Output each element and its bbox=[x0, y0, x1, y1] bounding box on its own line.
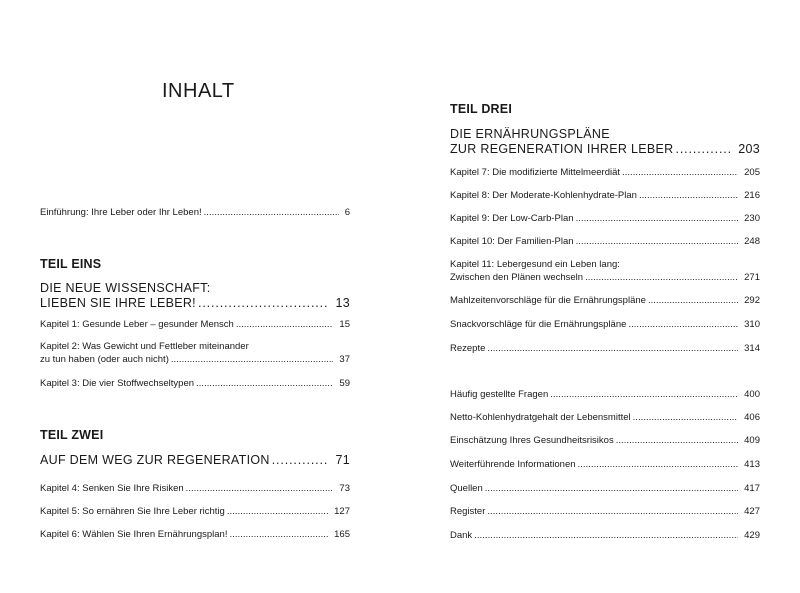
toc-entry-info[interactable] bbox=[450, 458, 760, 471]
toc-entry-ch2[interactable] bbox=[40, 340, 350, 366]
toc-entry-risk[interactable] bbox=[450, 434, 760, 447]
leader-dots bbox=[485, 342, 738, 355]
entry-label: Einführung: Ihre Leber oder Ihr Leben! bbox=[40, 207, 202, 218]
page-number: 203 bbox=[738, 142, 760, 156]
toc-entry-ch1[interactable] bbox=[40, 318, 350, 331]
leader-dots bbox=[583, 271, 738, 284]
toc-entry-ch9[interactable] bbox=[450, 212, 760, 225]
page-number: 310 bbox=[744, 319, 760, 330]
leader-dots bbox=[270, 453, 330, 468]
leader-dots bbox=[194, 377, 333, 390]
page-number: 13 bbox=[335, 296, 350, 310]
entry-label: Quellen bbox=[450, 483, 483, 494]
entry-label: Einschätzung Ihres Gesundheitsrisikos bbox=[450, 435, 614, 446]
toc-section-3[interactable] bbox=[450, 127, 760, 157]
toc-entry-recipes[interactable] bbox=[450, 342, 760, 355]
toc-entry-thanks[interactable] bbox=[450, 529, 760, 542]
leader-dots bbox=[196, 296, 330, 311]
toc-entry-ch6[interactable] bbox=[40, 528, 350, 541]
section-title-line: LIEBEN SIE IHRE LEBER! bbox=[40, 296, 196, 310]
page-number: 292 bbox=[744, 295, 760, 306]
entry-label: Weiterführende Informationen bbox=[450, 459, 576, 470]
section-title-line: ZUR REGENERATION IHRER LEBER bbox=[450, 142, 674, 156]
page-number: 15 bbox=[339, 319, 350, 330]
page-number: 413 bbox=[744, 459, 760, 470]
section-title-line: DIE ERNÄHRUNGSPLÄNE bbox=[450, 127, 610, 141]
toc-entry-carbs[interactable] bbox=[450, 411, 760, 424]
entry-label: Kapitel 6: Wählen Sie Ihren Ernährungsplan! bbox=[40, 529, 228, 540]
page-number: 271 bbox=[744, 272, 760, 283]
leader-dots bbox=[646, 294, 738, 307]
entry-label: Häufig gestellte Fragen bbox=[450, 389, 549, 400]
leader-dots bbox=[485, 505, 738, 518]
toc-entry-meals[interactable] bbox=[450, 294, 760, 307]
page-number: 73 bbox=[339, 483, 350, 494]
toc-section-1[interactable] bbox=[40, 281, 350, 311]
entry-label: Rezepte bbox=[450, 343, 486, 354]
leader-dots bbox=[614, 434, 738, 447]
entry-label: Kapitel 1: Gesunde Leber – gesunder Mensch bbox=[40, 319, 234, 330]
toc-entry-ch4[interactable] bbox=[40, 482, 350, 495]
entry-label-line: Kapitel 11: Lebergesund ein Leben lang: bbox=[450, 259, 620, 270]
toc-entry-intro[interactable] bbox=[40, 206, 350, 219]
leader-dots bbox=[472, 529, 738, 542]
toc-entry-ch8[interactable] bbox=[450, 189, 760, 202]
entry-label: Kapitel 3: Die vier Stoffwechseltypen bbox=[40, 378, 195, 389]
entry-label: Register bbox=[450, 506, 486, 517]
toc-entry-ch5[interactable] bbox=[40, 505, 350, 518]
page-number: 248 bbox=[744, 236, 760, 247]
entry-label: Kapitel 5: So ernähren Sie Ihre Leber richtig bbox=[40, 506, 225, 517]
leader-dots bbox=[184, 482, 334, 495]
section-title-line: DIE NEUE WISSENSCHAFT: bbox=[40, 281, 211, 295]
entry-label: Kapitel 8: Der Moderate-Kohlenhydrate-Plan bbox=[450, 190, 637, 201]
entry-label: Kapitel 4: Senken Sie Ihre Risiken bbox=[40, 483, 184, 494]
leader-dots bbox=[225, 505, 328, 518]
page-number: 205 bbox=[744, 167, 760, 178]
toc-entry-snacks[interactable] bbox=[450, 318, 760, 331]
page-number: 216 bbox=[744, 190, 760, 201]
leader-dots bbox=[620, 166, 738, 179]
page-number: 127 bbox=[334, 506, 350, 517]
page-number: 6 bbox=[344, 207, 350, 218]
page-number: 230 bbox=[744, 213, 760, 224]
leader-dots bbox=[169, 353, 334, 366]
leader-dots bbox=[227, 528, 328, 541]
page-number: 409 bbox=[744, 435, 760, 446]
entry-label: Snackvorschläge für die Ernährungspläne bbox=[450, 319, 627, 330]
leader-dots bbox=[631, 411, 739, 424]
leader-dots bbox=[673, 142, 732, 157]
page-number: 37 bbox=[339, 354, 350, 365]
entry-label-line: Kapitel 2: Was Gewicht und Fettleber miteinander bbox=[40, 341, 249, 352]
page-number: 400 bbox=[744, 389, 760, 400]
leader-dots bbox=[548, 388, 738, 401]
toc-section-2[interactable] bbox=[40, 453, 350, 468]
page-number: 417 bbox=[744, 483, 760, 494]
page-number: 406 bbox=[744, 412, 760, 423]
section-title: AUF DEM WEG ZUR REGENERATION bbox=[40, 453, 270, 467]
part-heading-2: TEIL ZWEI bbox=[40, 428, 104, 442]
page-number: 71 bbox=[335, 453, 350, 467]
part-heading-1: TEIL EINS bbox=[40, 257, 102, 271]
entry-label: Dank bbox=[450, 530, 473, 541]
toc-entry-register[interactable] bbox=[450, 505, 760, 518]
page-number: 59 bbox=[339, 378, 350, 389]
entry-label-line: zu tun haben (oder auch nicht) bbox=[40, 354, 169, 365]
toc-entry-sources[interactable] bbox=[450, 482, 760, 495]
leader-dots bbox=[576, 458, 739, 471]
part-heading-3: TEIL DREI bbox=[450, 102, 512, 116]
toc-entry-ch10[interactable] bbox=[450, 235, 760, 248]
entry-label-line: Zwischen den Plänen wechseln bbox=[450, 272, 584, 283]
toc-entry-faq[interactable] bbox=[450, 388, 760, 401]
leader-dots bbox=[637, 189, 738, 202]
page-number: 429 bbox=[744, 530, 760, 541]
leader-dots bbox=[626, 318, 738, 331]
leader-dots bbox=[483, 482, 738, 495]
entry-label: Mahlzeitenvorschläge für die Ernährungspläne bbox=[450, 295, 646, 306]
entry-label: Netto-Kohlenhydratgehalt der Lebensmittel bbox=[450, 412, 631, 423]
toc-entry-ch3[interactable] bbox=[40, 377, 350, 390]
leader-dots bbox=[234, 318, 334, 331]
leader-dots bbox=[202, 206, 339, 219]
entry-label: Kapitel 10: Der Familien-Plan bbox=[450, 236, 574, 247]
page-number: 427 bbox=[744, 506, 760, 517]
page-number: 165 bbox=[334, 529, 350, 540]
leader-dots bbox=[574, 235, 739, 248]
toc-entry-ch7[interactable] bbox=[450, 166, 760, 179]
toc-entry-ch11[interactable] bbox=[450, 258, 760, 284]
page-number: 314 bbox=[744, 343, 760, 354]
leader-dots bbox=[574, 212, 739, 225]
entry-label: Kapitel 7: Die modifizierte Mittelmeerdiät bbox=[450, 167, 621, 178]
entry-label: Kapitel 9: Der Low-Carb-Plan bbox=[450, 213, 574, 224]
page-title: INHALT bbox=[162, 80, 235, 102]
